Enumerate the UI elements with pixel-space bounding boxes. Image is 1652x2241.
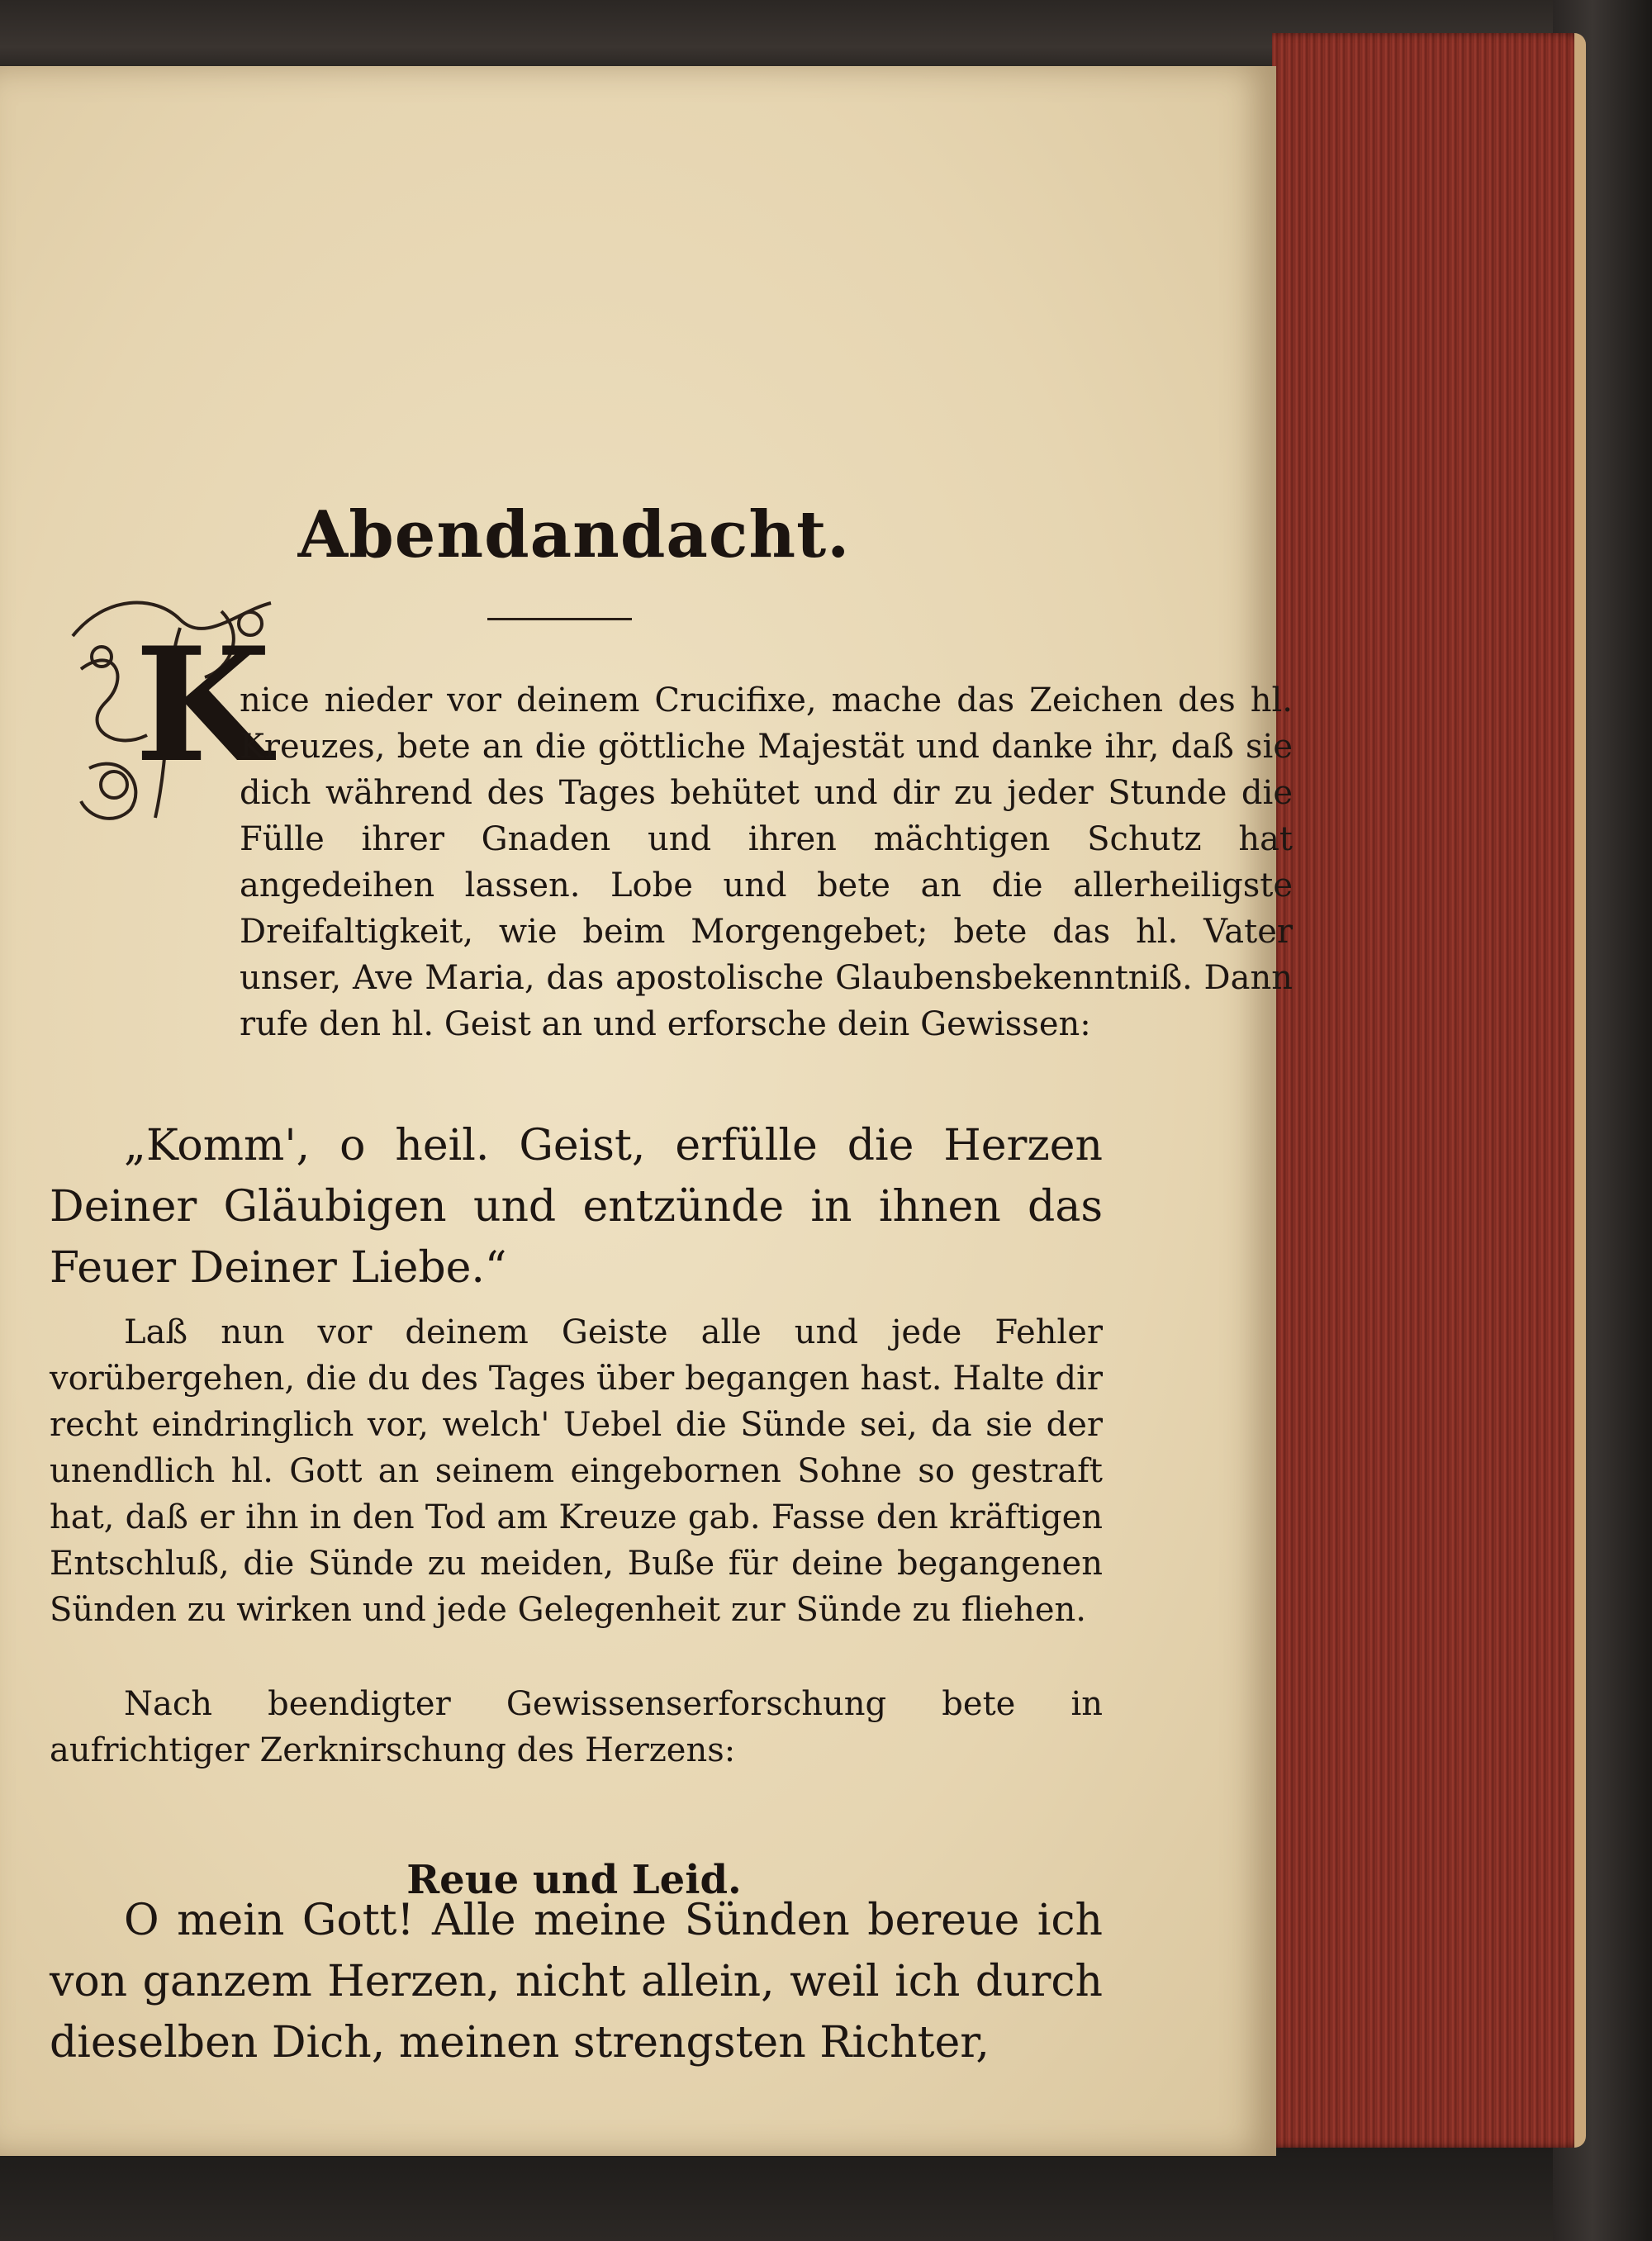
book-page [0, 66, 1293, 2156]
book-cover-bottom [0, 2148, 1553, 2241]
red-page-edges [1272, 33, 1586, 2148]
page-title: Abendandacht. [297, 497, 851, 573]
page-edge-rim [1574, 33, 1586, 2148]
quote-paragraph: „Komm', o heil. Geist, erfülle die Herzen Deiner Gläubigen und entzünde in ihnen das Feuer Deiner Liebe.“ [50, 1121, 1103, 1293]
section-heading: Reue und Leid. [406, 1856, 742, 1903]
paragraph-1: nice nieder vor deinem Crucifixe, mache das Zeichen des hl. Kreuzes, bete an die göttliche Majestät und danke ihr, daß sie dich während des Tages behütet und dir zu jeder Stunde die Fülle ihrer Gnaden und ihren mächtigen Schutz hat angedeihen lassen. Lobe und bete an die allerheiligste Dreifaltigkeit, wie beim Morgengebet; bete das hl. Vater unser, Ave Maria, das apostolische Glaubensbekenntniß. Dann rufe den hl. Geist an und erforsche dein Gewissen: [240, 681, 1293, 1043]
prayer-paragraph: O mein Gott! Alle meine Sünden bereue ich von ganzem Herzen, nicht allein, weil ich durch dieselben Dich, meinen strengsten Richter, [50, 1896, 1103, 2068]
paragraph-3: Nach beendigter Gewissenserforschung bete in aufrichtiger Zerknirschung des Herzens: [50, 1685, 1103, 1769]
title-rule [487, 618, 632, 620]
initial-letter: K [135, 613, 272, 797]
paragraph-2: Laß nun vor deinem Geiste alle und jede Fehler vorübergehen, die du des Tages über begangen hast. Halte dir recht eindringlich vor, welch' Uebel die Sünde sei, da sie der unendlich hl. Gott an seinem eingebornen Sohne so gestraft hat, daß er ihn in den Tod am Kreuze gab. Fasse den kräftigen Entschluß, die Sünde zu meiden, Buße für deine begangenen Sünden zu wirken und jede Gelegenheit zur Sünde zu fliehen. [50, 1313, 1103, 1629]
